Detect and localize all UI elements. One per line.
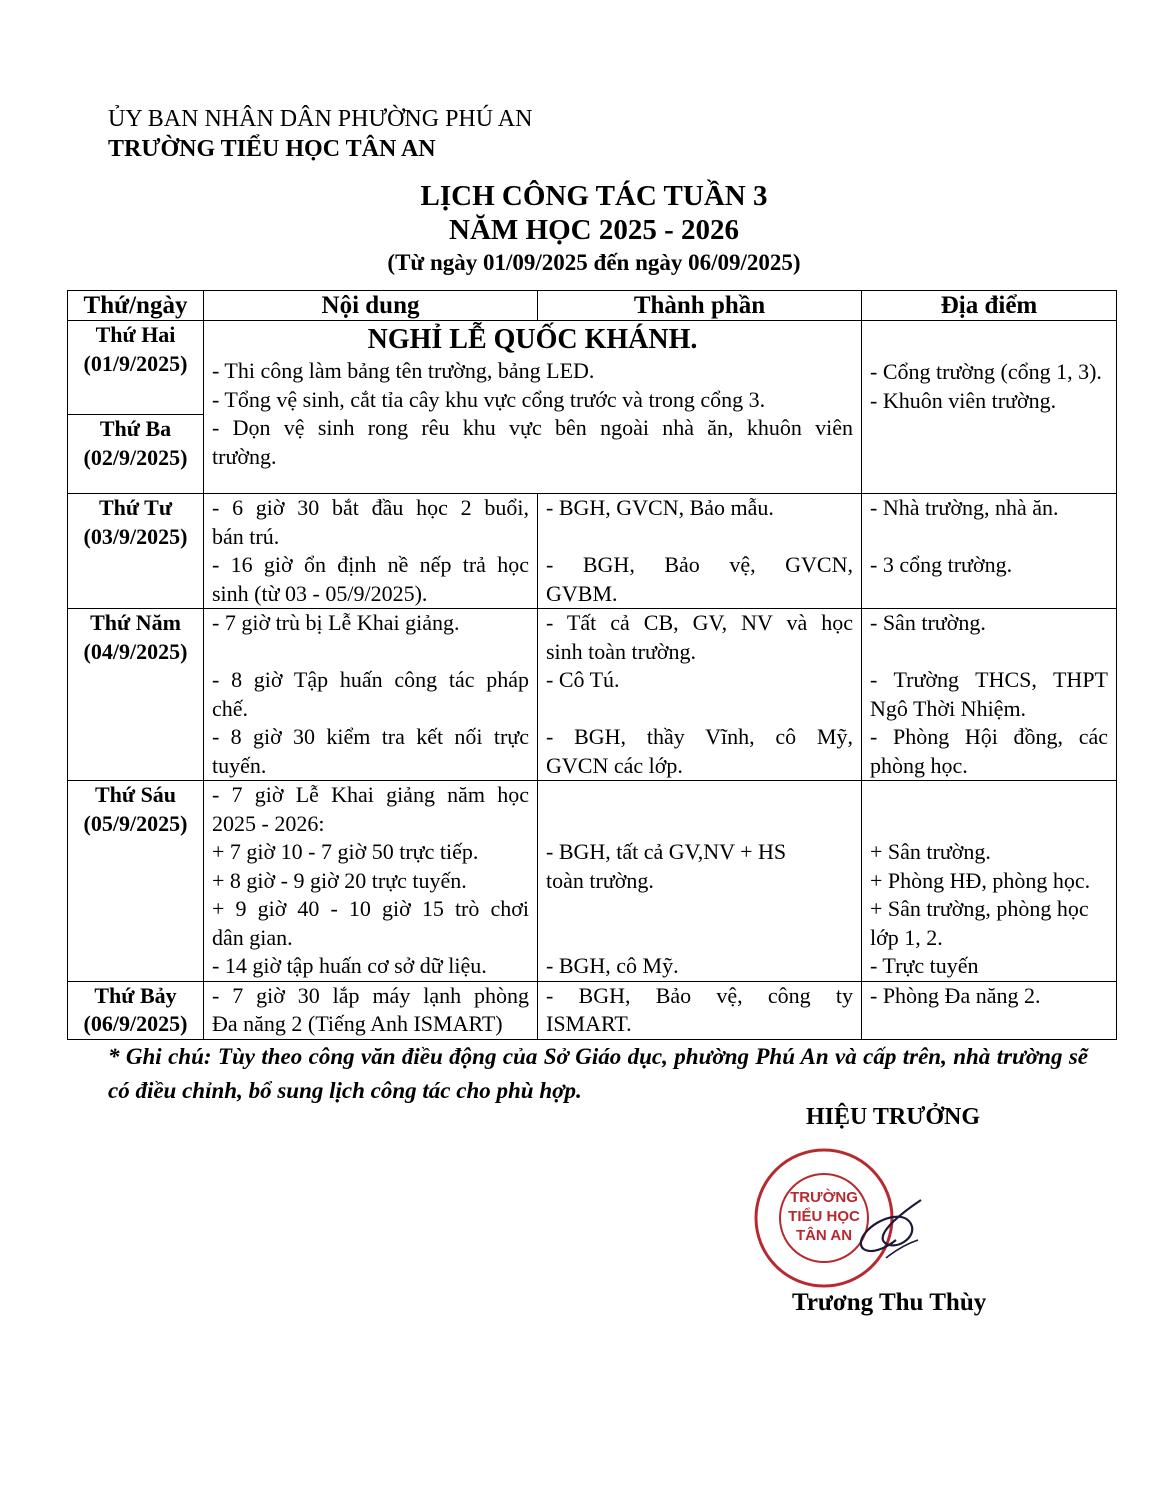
content-line: - Thi công làm bảng tên trường, bảng LED. (212, 358, 595, 383)
members-line: - BGH, Bảo vệ, công ty (546, 982, 853, 1008)
content-line: sinh (từ 03 - 05/9/2025). (212, 580, 428, 606)
content-line (212, 638, 529, 667)
day-cell (68, 415, 204, 494)
content-line: - 6 giờ 30 bắt đầu học 2 buổi, (212, 495, 529, 520)
holiday-content-cell (204, 321, 862, 494)
content-line: dân gian. (212, 924, 293, 950)
table-row (68, 494, 1117, 609)
table-row (68, 781, 1117, 982)
content-line: - 7 giờ Lễ Khai giảng năm học (212, 782, 529, 807)
location-line: phòng học. (870, 752, 968, 778)
location-cell (862, 494, 1117, 609)
day-cell (68, 494, 204, 609)
location-line: - Phòng Hội đồng, các (870, 724, 1108, 749)
members-line (546, 924, 853, 953)
document-title: LỊCH CÔNG TÁC TUẦN 3 (420, 180, 768, 212)
schedule-table (67, 290, 1117, 1040)
day-name: Thứ Hai (95, 322, 176, 347)
members-cell (538, 981, 862, 1039)
members-cell (538, 609, 862, 781)
content-line: + 8 giờ - 9 giờ 20 trực tuyến. (212, 867, 467, 893)
content-line: trường. (212, 443, 277, 469)
members-line: sinh toàn trường. (546, 638, 697, 664)
day-date: (03/9/2025) (83, 523, 188, 549)
principal-name: Trương Thu Thùy (792, 1289, 987, 1316)
stamp-center-line: TIỂU HỌC (788, 1208, 860, 1225)
members-line: - Cô Tú. (546, 667, 620, 692)
day-date: (02/9/2025) (83, 444, 188, 470)
members-cell (538, 781, 862, 982)
members-line (546, 810, 853, 839)
location-line: - Khuôn viên trường. (870, 387, 1057, 413)
location-line: - Nhà trường, nhà ăn. (870, 495, 1059, 520)
location-line: - Phòng Đa năng 2. (870, 982, 1041, 1008)
location-line: + Sân trường, phòng học (870, 896, 1089, 921)
location-line (870, 1010, 1108, 1039)
content-line: chế. (212, 695, 249, 721)
content-line: 2025 - 2026: (212, 810, 325, 836)
members-line: GVBM. (546, 580, 618, 606)
content-cell (204, 981, 538, 1039)
location-line: + Phòng HĐ, phòng học. (870, 867, 1091, 893)
location-line (870, 523, 1108, 552)
members-line: - Tất cả CB, GV, NV và học (546, 610, 853, 635)
school-name: TRƯỜNG TIỂU HỌC TÂN AN (108, 136, 436, 162)
location-cell (862, 609, 1117, 781)
stamp-seal (756, 1150, 892, 1286)
table-row (68, 321, 1117, 415)
day-name: Thứ Tư (98, 495, 173, 520)
authority-name: ỦY BAN NHÂN DÂN PHƯỜNG PHÚ AN (108, 106, 533, 132)
content-line: - 8 giờ Tập huấn công tác pháp (212, 667, 529, 692)
location-line: - Cổng trường (cổng 1, 3). (870, 359, 1102, 384)
day-date: (05/9/2025) (83, 810, 188, 836)
day-name: Thứ Ba (99, 416, 172, 441)
members-line: - BGH, GVCN, Bảo mẫu. (546, 495, 774, 520)
location-line (870, 580, 1108, 609)
date-range: (Từ ngày 01/09/2025 đến ngày 06/09/2025) (387, 250, 801, 275)
members-line: toàn trường. (546, 867, 654, 893)
content-line: - 14 giờ tập huấn cơ sở dữ liệu. (212, 953, 487, 978)
stamp-center-line: TRƯỜNG (790, 1189, 858, 1206)
members-line: - BGH, thầy Vĩnh, cô Mỹ, (546, 724, 853, 749)
holiday-title: NGHỈ LỄ QUỐC KHÁNH. (367, 324, 698, 355)
stamp-center-line: TÂN AN (795, 1227, 853, 1244)
location-line: lớp 1, 2. (870, 924, 943, 950)
members-cell (538, 494, 862, 609)
content-cell (204, 781, 538, 982)
content-line: tuyến. (212, 752, 267, 778)
location-cell (862, 981, 1117, 1039)
day-date: (04/9/2025) (83, 638, 188, 664)
content-line: - Tổng vệ sinh, cắt tỉa cây khu vực cổng trước và trong cổng 3. (212, 386, 766, 412)
table-row (68, 609, 1117, 781)
location-line (870, 781, 1108, 810)
members-line: ISMART. (546, 1011, 632, 1036)
day-name: Thứ Bảy (94, 982, 177, 1008)
members-line (546, 895, 853, 924)
members-line (546, 781, 853, 810)
members-line: - BGH, cô Mỹ. (546, 953, 679, 978)
day-cell (68, 981, 204, 1039)
content-line: - Dọn vệ sinh rong rêu khu vực bên ngoài nhà ăn, khuôn viên (212, 415, 853, 440)
day-name: Thứ Năm (90, 610, 181, 635)
col-header-members: Thành phần (538, 291, 862, 321)
day-cell (68, 609, 204, 781)
footnote: * Ghi chú: Tùy theo công văn điều động của Sở Giáo dục, phường Phú An và cấp trên, nhà trường sẽ có điều chỉnh, bổ sung lịch công tác cho phù hợp. (108, 1044, 1088, 1103)
location-line (870, 810, 1108, 839)
holiday-location-cell (862, 321, 1117, 494)
day-cell (68, 781, 204, 982)
col-header-location: Địa điểm (862, 291, 1117, 321)
members-line (546, 523, 853, 552)
table-header-row (68, 291, 1117, 321)
day-date: (01/9/2025) (83, 350, 188, 376)
table-row (68, 981, 1117, 1039)
location-line: - 3 cổng trường. (870, 552, 1013, 577)
col-header-content: Nội dung (204, 291, 538, 321)
signature-title: HIỆU TRƯỞNG (806, 1104, 981, 1130)
members-line: - BGH, Bảo vệ, GVCN, (546, 552, 853, 577)
school-stamp (746, 1140, 926, 1290)
content-line: - 7 giờ 30 lắp máy lạnh phòng (212, 982, 529, 1008)
content-cell (204, 494, 538, 609)
members-line (546, 695, 853, 724)
location-cell (862, 781, 1117, 982)
content-line: - 7 giờ trù bị Lễ Khai giảng. (212, 610, 460, 635)
day-name: Thứ Sáu (94, 782, 177, 807)
school-year: NĂM HỌC 2025 - 2026 (449, 214, 739, 246)
content-line: + 7 giờ 10 - 7 giờ 50 trực tiếp. (212, 839, 479, 864)
content-cell (204, 609, 538, 781)
location-line (870, 638, 1108, 667)
content-line: bán trú. (212, 523, 280, 549)
content-line: + 9 giờ 40 - 10 giờ 15 trò chơi (212, 896, 529, 921)
col-header-day: Thứ/ngày (68, 291, 204, 321)
day-cell (68, 321, 204, 415)
day-date: (06/9/2025) (83, 1011, 188, 1036)
members-line: GVCN các lớp. (546, 752, 683, 778)
location-line: - Sân trường. (870, 610, 986, 635)
location-line: - Trường THCS, THPT (870, 667, 1108, 692)
location-line: Ngô Thời Nhiệm. (870, 695, 1027, 721)
location-line: - Trực tuyến (870, 953, 979, 978)
content-line: Đa năng 2 (Tiếng Anh ISMART) (212, 1011, 503, 1036)
members-line: - BGH, tất cả GV,NV + HS (546, 839, 787, 864)
content-line: - 16 giờ ổn định nề nếp trả học (212, 552, 529, 577)
content-line: - 8 giờ 30 kiểm tra kết nối trực (212, 724, 529, 749)
location-line: + Sân trường. (870, 839, 991, 864)
